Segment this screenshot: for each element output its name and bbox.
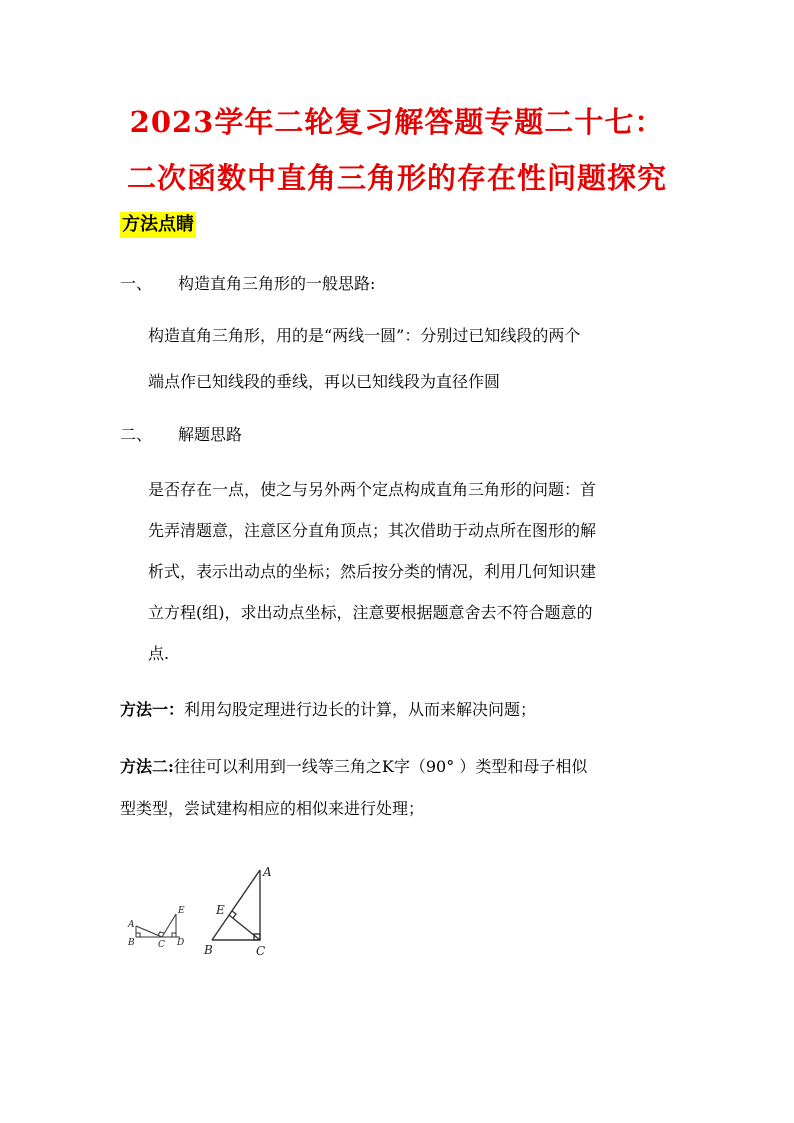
label-a: A <box>128 920 135 930</box>
segment-ce <box>162 914 176 937</box>
method1-text: 利用勾股定理进行边长的计算，从而来解决问题； <box>184 700 537 719</box>
method2-label: 方法二 <box>120 757 169 776</box>
label-e: E <box>178 906 185 916</box>
label-c: C <box>158 940 165 950</box>
method2-line-1 <box>120 756 587 778</box>
method2-text-1: 往往可以利用到一线等三角之K字（90° ）类型和母子相似 <box>173 757 588 776</box>
method2-colon: : <box>168 757 174 776</box>
method1-label: 方法一 <box>120 700 169 719</box>
section-heading: 方法点睛 <box>120 212 196 238</box>
item2-line-2: 先弄清题意，注意区分直角顶点；其次借助于动点所在图形的解 <box>148 521 597 540</box>
method2-line-2: 型类型，尝试建构相应的相似来进行处理； <box>120 799 425 818</box>
label-d: D <box>177 938 185 948</box>
item2-heading-line <box>120 424 242 446</box>
item2-line-1: 是否存在一点，使之与另外两个定点构成直角三角形的问题：首 <box>148 480 597 499</box>
altitude-ce <box>229 915 260 940</box>
title-line-2: 二次函数中直角三角形的存在性问题探究 <box>126 161 667 195</box>
item2-line-4: 立方程(组)，求出动点坐标，注意要根据题意舍去不符合题意的 <box>148 603 593 622</box>
item1-heading-line <box>120 273 375 295</box>
item2-line-5: 点. <box>148 644 170 663</box>
right-angle-d <box>172 933 176 937</box>
item2-heading: 解题思路 <box>178 425 243 444</box>
right-angle-b <box>136 933 140 937</box>
item1-heading: 构造直角三角形的一般思路: <box>178 274 376 293</box>
label-b: B <box>204 943 213 957</box>
label-a: A <box>263 865 272 879</box>
right-angle-e <box>232 911 236 918</box>
k-shape-figure <box>120 900 190 952</box>
item1-number: 一、 <box>120 274 153 293</box>
title-line-1: 2023学年二轮复习解答题专题二十七： <box>129 105 665 139</box>
label-e: E <box>216 903 225 917</box>
item1-line-1: 构造直角三角形，用的是“两线一圆”：分别过已知线段的两个 <box>148 326 581 345</box>
label-b: B <box>128 938 135 948</box>
label-c: C <box>256 944 266 958</box>
method1-line <box>120 699 536 721</box>
mother-child-figure <box>198 862 288 962</box>
item2-line-3: 析式，表示出动点的坐标；然后按分类的情况，利用几何知识建 <box>148 562 597 581</box>
item1-line-2: 端点作已知线段的垂线，再以已知线段为直径作圆 <box>148 372 501 391</box>
method1-colon: ： <box>168 700 185 719</box>
item2-number: 二、 <box>120 425 153 444</box>
